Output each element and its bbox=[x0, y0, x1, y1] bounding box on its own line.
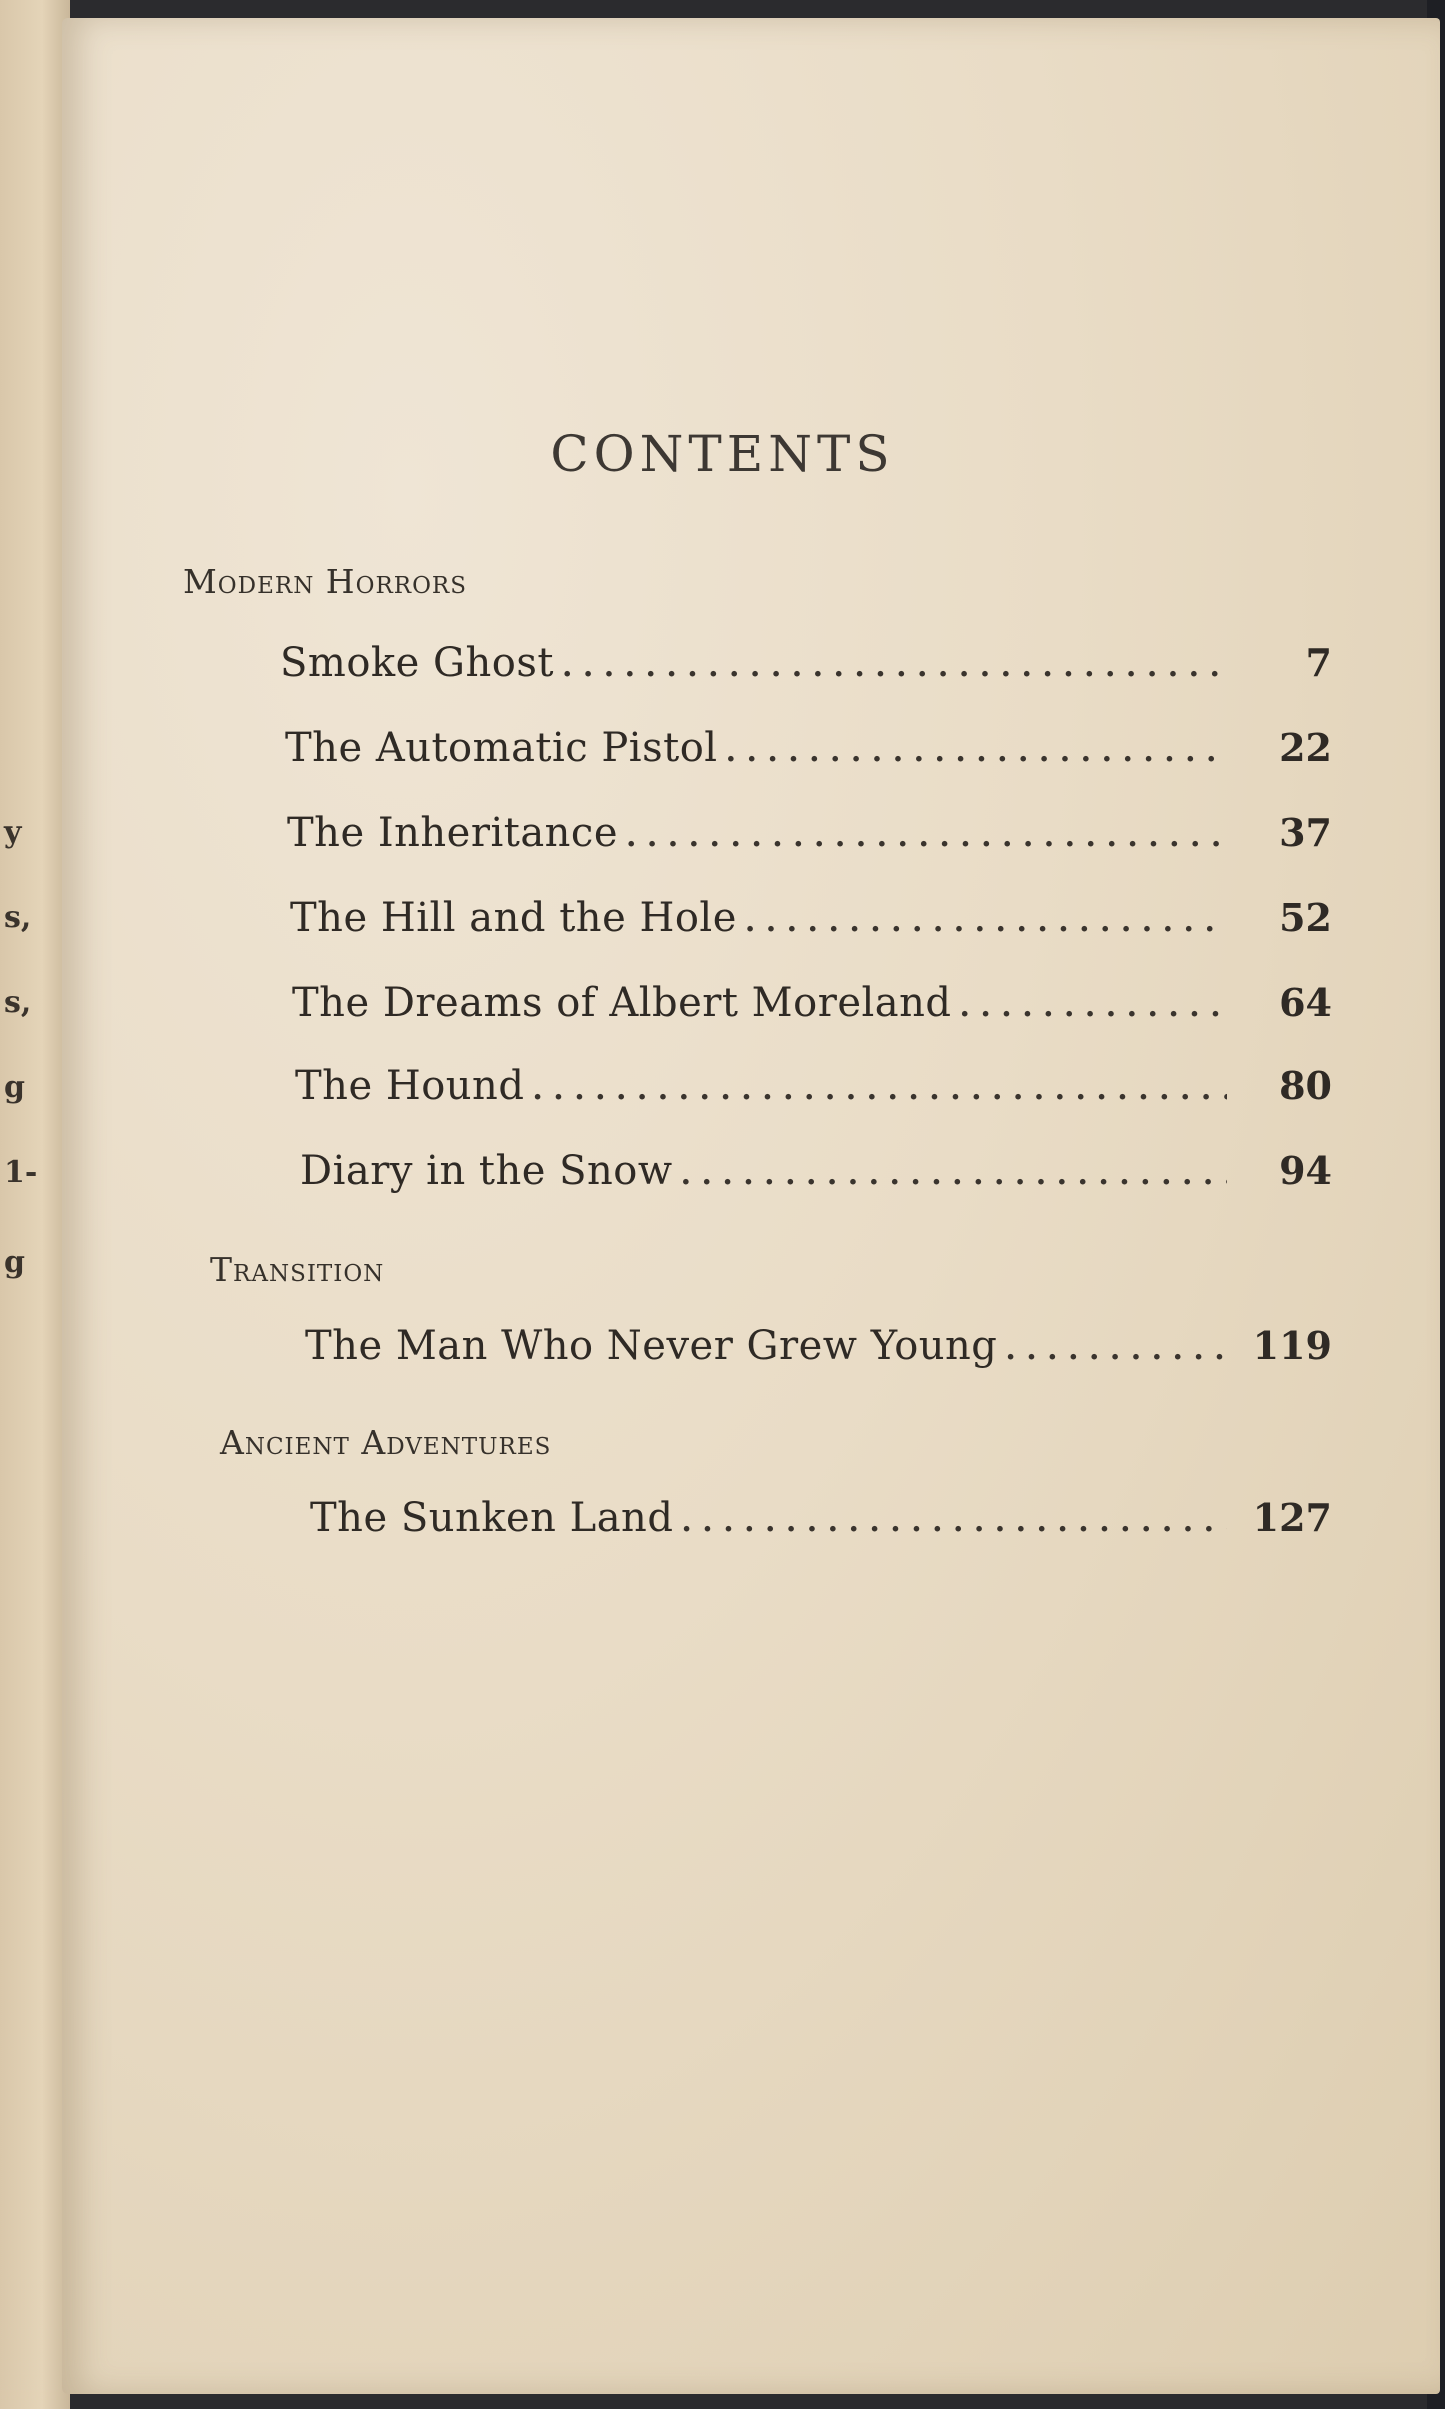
page-number: 64 bbox=[1279, 980, 1332, 1025]
dot-leader bbox=[681, 1157, 1227, 1192]
toc-entry bbox=[300, 1148, 1332, 1198]
margin-fragment: s, bbox=[4, 900, 32, 935]
dot-leader bbox=[626, 819, 1227, 854]
section-heading-modern-horrors: Modern Horrors bbox=[183, 562, 468, 601]
story-title: The Sunken Land bbox=[310, 1495, 674, 1541]
toc-entry bbox=[285, 725, 1332, 775]
story-title: Smoke Ghost bbox=[280, 640, 554, 686]
dot-leader bbox=[745, 904, 1227, 939]
section-heading-transition: Transition bbox=[210, 1250, 385, 1289]
page-number: 52 bbox=[1279, 895, 1332, 940]
page-number: 37 bbox=[1279, 810, 1332, 855]
page-number: 7 bbox=[1305, 640, 1332, 685]
story-title: The Inheritance bbox=[287, 810, 618, 856]
section-heading-ancient-adventures: Ancient Adventures bbox=[220, 1423, 552, 1462]
dot-leader bbox=[1005, 1332, 1227, 1367]
facing-page-edge bbox=[0, 0, 70, 2409]
story-title: The Automatic Pistol bbox=[285, 725, 718, 771]
toc-entry bbox=[280, 640, 1332, 690]
page-number: 127 bbox=[1252, 1495, 1332, 1540]
page-number: 119 bbox=[1252, 1323, 1332, 1368]
toc-entry bbox=[310, 1495, 1332, 1545]
page-number: 22 bbox=[1279, 725, 1332, 770]
page-title: CONTENTS bbox=[550, 425, 895, 483]
dot-leader bbox=[960, 989, 1227, 1024]
story-title: The Dreams of Albert Moreland bbox=[292, 980, 952, 1026]
book-page bbox=[62, 18, 1440, 2394]
page-number: 80 bbox=[1279, 1063, 1332, 1108]
margin-fragment: 1- bbox=[4, 1155, 38, 1190]
toc-entry bbox=[292, 980, 1332, 1030]
margin-fragment: y bbox=[4, 815, 22, 850]
story-title: The Man Who Never Grew Young bbox=[305, 1323, 998, 1369]
toc-entry bbox=[290, 895, 1332, 945]
dot-leader bbox=[562, 649, 1227, 684]
story-title: Diary in the Snow bbox=[300, 1148, 673, 1194]
dot-leader bbox=[681, 1504, 1227, 1539]
margin-fragment: g bbox=[4, 1245, 25, 1280]
page-number: 94 bbox=[1279, 1148, 1332, 1193]
toc-entry bbox=[287, 810, 1332, 860]
story-title: The Hill and the Hole bbox=[290, 895, 737, 941]
margin-fragment: g bbox=[4, 1070, 25, 1105]
dot-leader bbox=[532, 1072, 1227, 1107]
dot-leader bbox=[726, 734, 1227, 769]
toc-entry bbox=[295, 1063, 1332, 1113]
toc-entry bbox=[305, 1323, 1332, 1373]
margin-fragment: s, bbox=[4, 985, 32, 1020]
story-title: The Hound bbox=[295, 1063, 525, 1109]
